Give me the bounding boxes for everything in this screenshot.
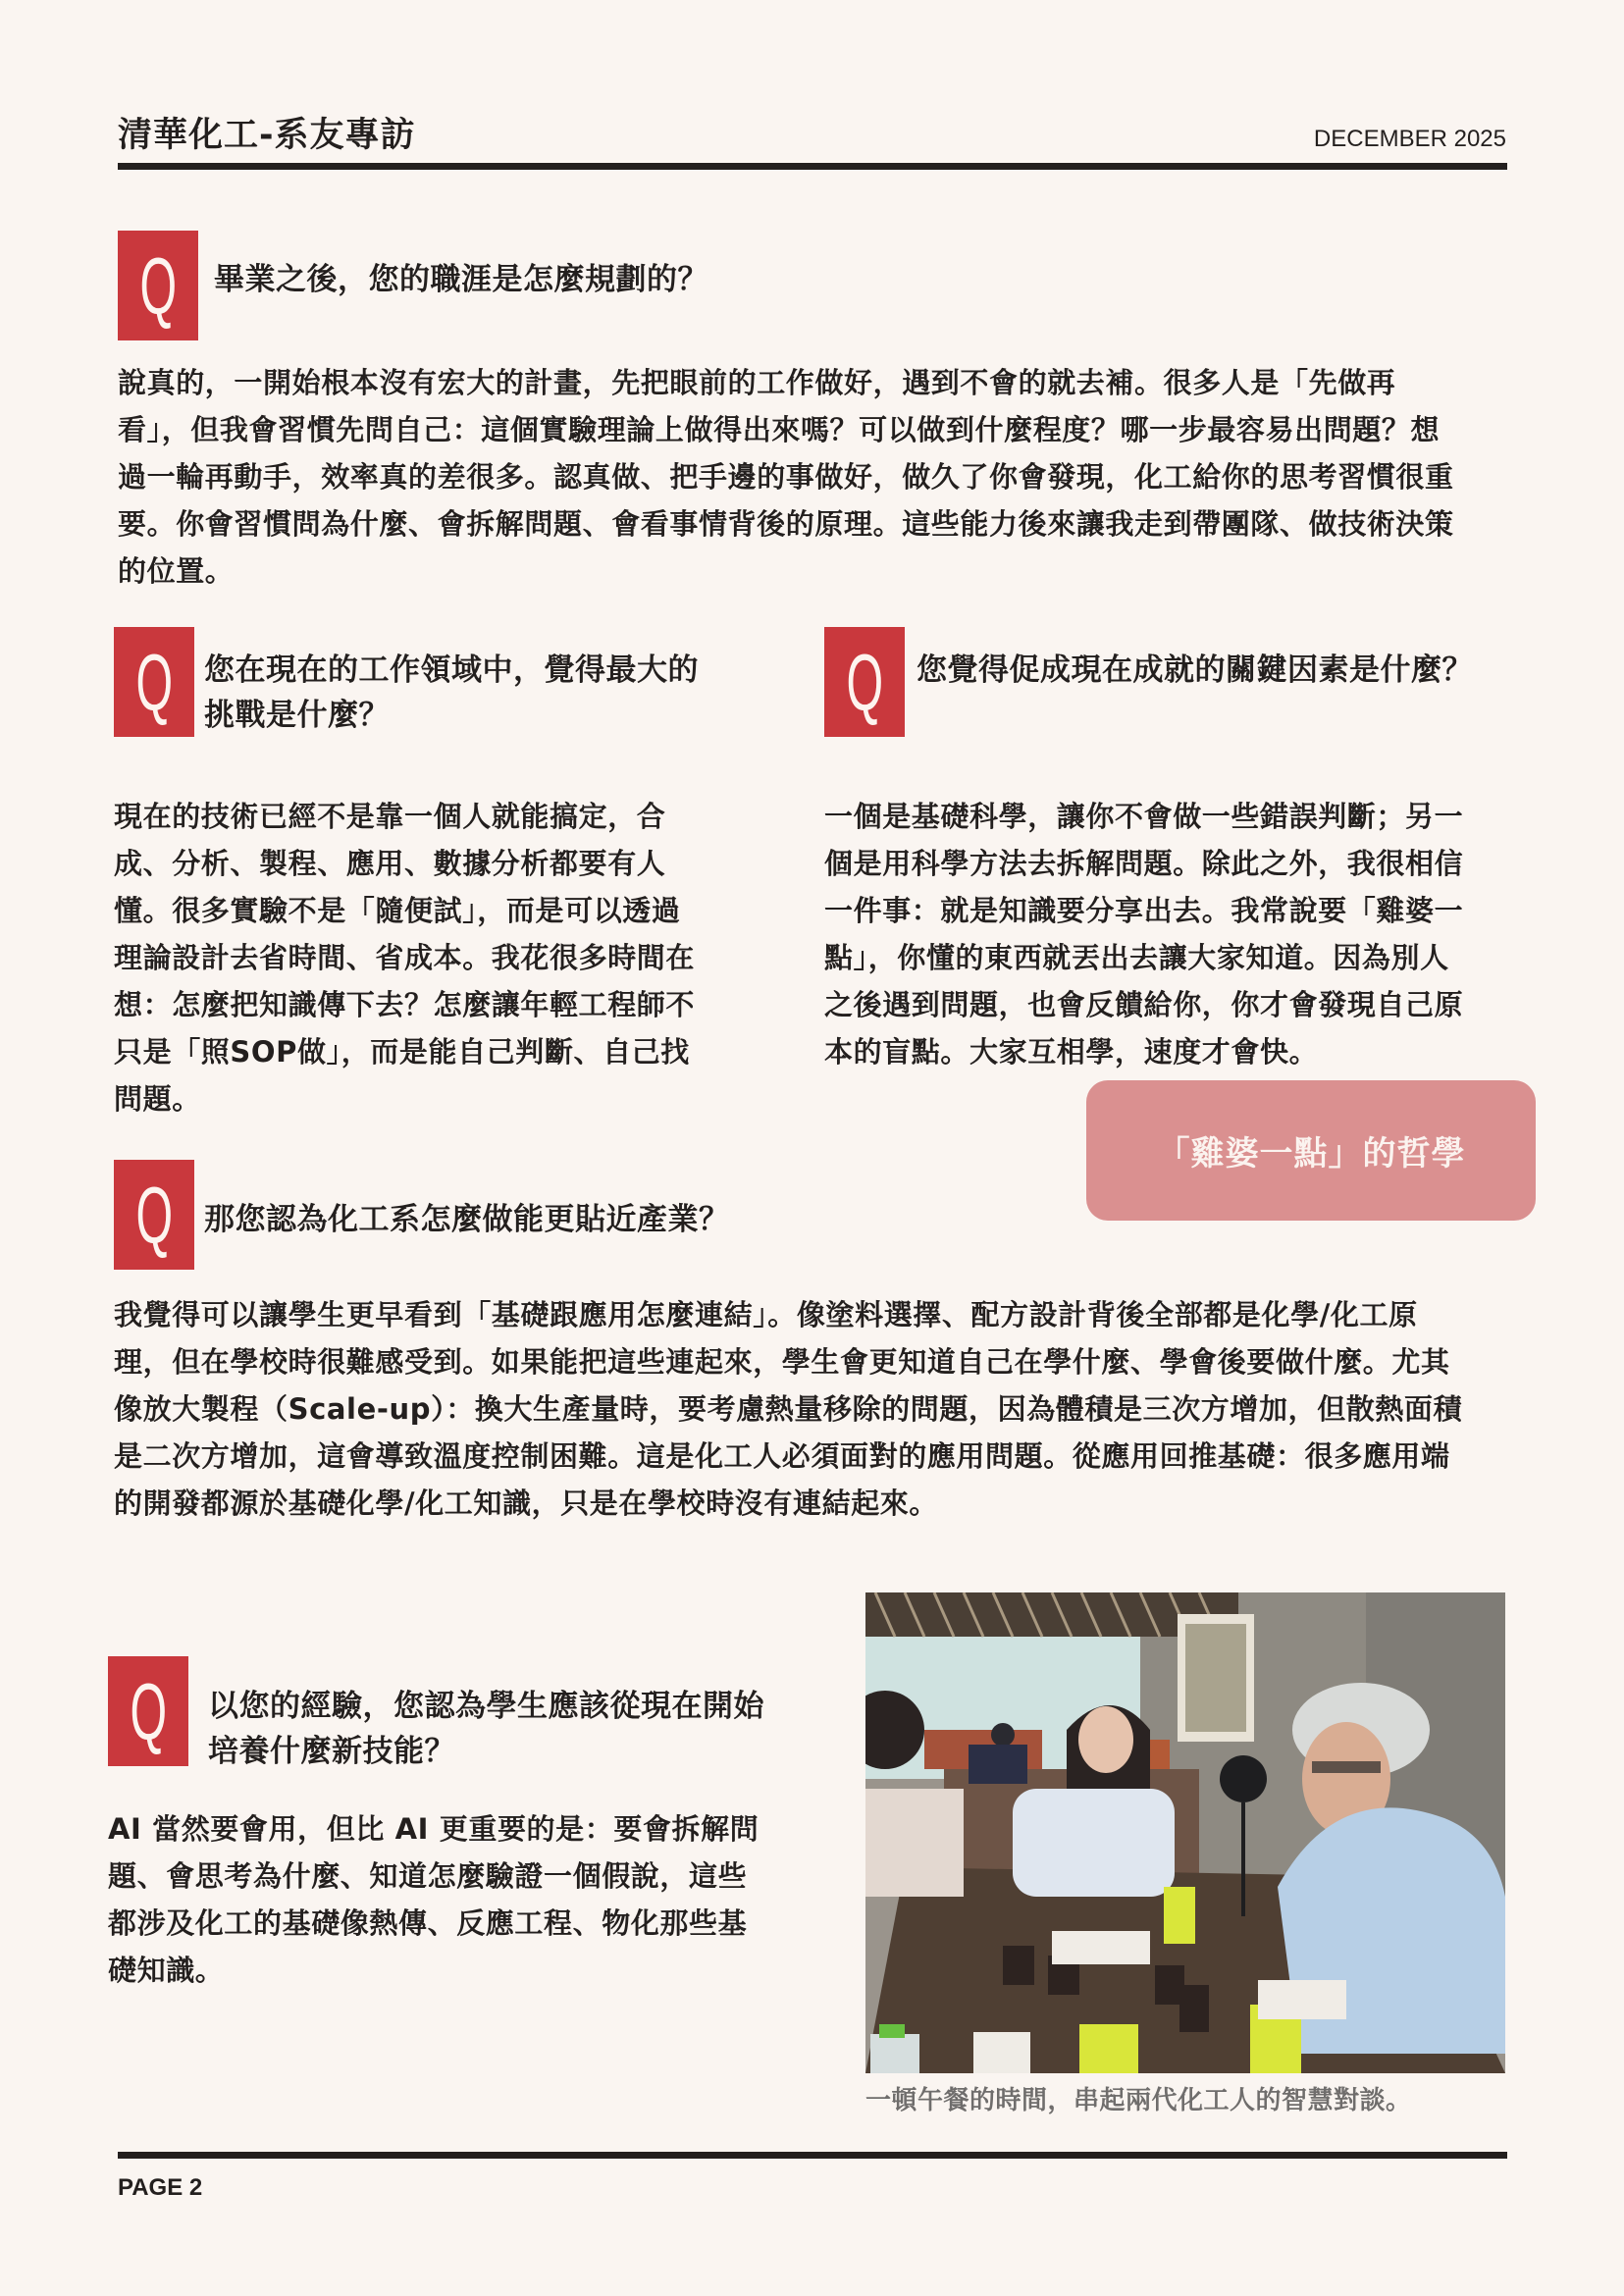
answer-2: 現在的技術已經不是靠一個人就能搞定，合 成、分析、製程、應用、數據分析都要有人 懂。很多實驗不是「隨便試」，而是可以透過 理論設計去省時間、省成本。我花很多時間在 想：怎麼把知識傳下去？怎麼讓年輕工程師不 只是「照SOP做」，而是能自己判斷、自己找 問題。 bbox=[114, 800, 696, 1116]
answer-4: 我覺得可以讓學生更早看到「基礎跟應用怎麼連結」。像塗料選擇、配方設計背後全部都是化學/化工原 理，但在學校時很難感受到。如果能把這些連起來，學生會更知道自己在學什麼、學會後要做什麼。尤其 像放大製程（Scale-up）：換大生產量時，要考慮熱量移除的問題，因為體積是三次方增加，但散熱面積 是二次方增加，這會導致溫度控制困難。這是化工人必須面對的應用問題。從應用回推基礎：很多應用端 的開發都源於基礎化學/化工知識，只是在學校時沒有連結起來。 bbox=[114, 1298, 1463, 1520]
answer-1: 說真的，一開始根本沒有宏大的計畫，先把眼前的工作做好，遇到不會的就去補。很多人是「先做再 看」，但我會習慣先問自己：這個實驗理論上做得出來嗎？可以做到什麼程度？哪一步最容易出問題？想 過一輪再動手，效率真的差很多。認真做、把手邊的事做好，做久了你會發現，化工給你的思考習慣很重 要。你會習慣問為什麼、會拆解問題、會看事情背後的原理。這些能力後來讓我走到帶團隊、做技術決策 的位置。 bbox=[118, 366, 1454, 588]
header-divider bbox=[118, 163, 1507, 170]
pull-quote-text: 「雞婆一點」的哲學 bbox=[1156, 1134, 1466, 1174]
q-icon: Q bbox=[108, 1656, 188, 1766]
photo-caption: 一頓午餐的時間，串起兩代化工人的智慧對談。 bbox=[865, 2086, 1412, 2115]
answer-5: AI 當然要會用，但比 AI 更重要的是：要會拆解問 題、會思考為什麼、知道怎麼驗證一個假說，這些 都涉及化工的基礎像熱傳、反應工程、物化那些基 礎知識。 bbox=[108, 1812, 760, 1987]
issue-date: DECEMBER 2025 bbox=[1313, 126, 1506, 152]
question-4-title: 那您認為化工系怎麼做能更貼近產業？ bbox=[204, 1202, 730, 1237]
q-icon: Q bbox=[118, 231, 198, 340]
question-2-title: 您在現在的工作領域中，覺得最大的 挑戰是什麼？ bbox=[204, 652, 699, 733]
answer-3: 一個是基礎科學，讓你不會做一些錯誤判斷；另一 個是用科學方法去拆解問題。除此之外，我很相信 一件事：就是知識要分享出去。我常說要「雞婆一 點」，你懂的東西就丟出去讓大家知道。因為別人 之後遇到問題，也會反饋給你，你才會發現自己原 本的盲點。大家互相學，速度才會快。 bbox=[824, 800, 1464, 1069]
q-icon: Q bbox=[824, 627, 905, 737]
photo-illustration bbox=[865, 1592, 1505, 2073]
q-icon: Q bbox=[114, 1160, 194, 1270]
page-number: PAGE 2 bbox=[118, 2174, 203, 2201]
newsletter-title: 清華化工-系友專訪 bbox=[118, 116, 416, 155]
question-3-title: 您覺得促成現在成就的關鍵因素是什麼？ bbox=[917, 652, 1473, 688]
question-5-title: 以您的經驗，您認為學生應該從現在開始 培養什麼新技能？ bbox=[208, 1689, 764, 1769]
q-icon: Q bbox=[114, 627, 194, 737]
lunch-meeting-photo bbox=[865, 1592, 1505, 2073]
footer-divider bbox=[118, 2152, 1507, 2159]
pull-quote-callout bbox=[1086, 1080, 1536, 1221]
question-1-title: 畢業之後，您的職涯是怎麼規劃的？ bbox=[214, 262, 708, 297]
